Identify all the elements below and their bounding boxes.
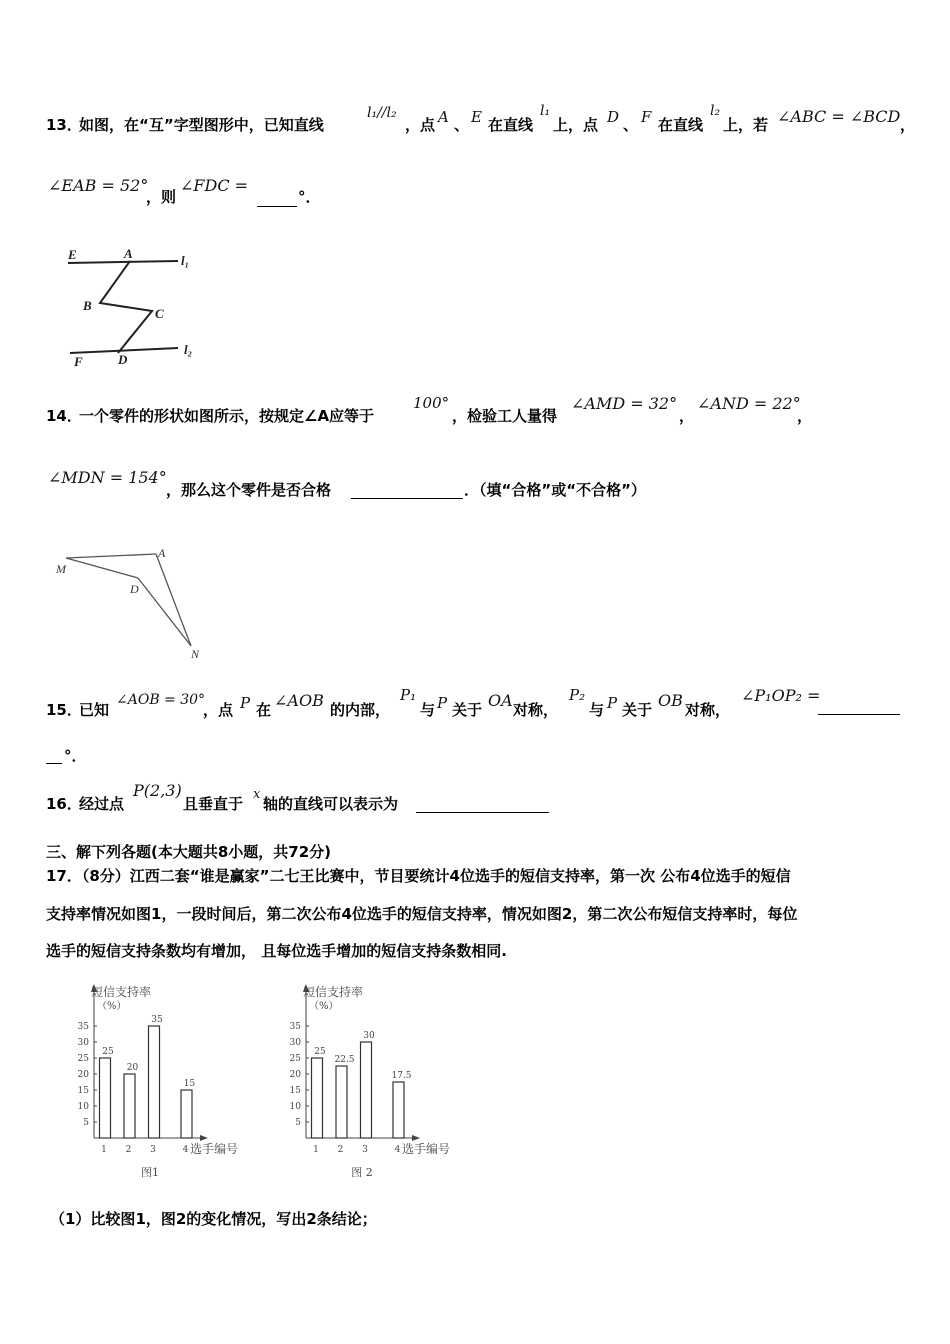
q14-answer-blank[interactable] bbox=[351, 498, 463, 499]
q15-answer-blank[interactable] bbox=[818, 714, 900, 715]
x-axis-arrow bbox=[412, 1135, 420, 1141]
label-l2: l₂ bbox=[184, 342, 193, 357]
x-tick-label: 1 bbox=[313, 1145, 319, 1155]
q13-text: 在直线 bbox=[658, 116, 704, 134]
label-a: A bbox=[158, 546, 166, 560]
bar bbox=[393, 1082, 404, 1138]
bar bbox=[312, 1058, 323, 1138]
chart-title: 图1 bbox=[141, 1166, 159, 1179]
x-tick-label: 2 bbox=[337, 1145, 344, 1155]
y-tick-label: 15 bbox=[289, 1086, 301, 1096]
q15-text: 已知 bbox=[79, 701, 110, 719]
q13-point-f: F bbox=[641, 108, 652, 126]
label-e: E bbox=[68, 247, 77, 262]
y-tick-label: 35 bbox=[289, 1022, 301, 1032]
x-tick-label: 1 bbox=[101, 1145, 107, 1155]
y-axis-label-unit: （%） bbox=[309, 1001, 339, 1012]
q13-text: 如图，在“互”字型图形中，已知直线 bbox=[79, 116, 324, 134]
data-label: 30 bbox=[363, 1031, 375, 1041]
q15-answer-blank-cont[interactable] bbox=[46, 763, 62, 764]
q14-angle-amd: ∠AMD = 32° bbox=[571, 394, 678, 413]
bar bbox=[124, 1074, 135, 1138]
q15-ray-oa: OA bbox=[488, 691, 513, 710]
label-l1: l₁ bbox=[181, 253, 190, 268]
label-f: F bbox=[74, 354, 83, 369]
q17-sub-question-1: （1）比较图1，图2的变化情况，写出2条结论； bbox=[50, 1210, 377, 1228]
data-label: 17.5 bbox=[391, 1071, 412, 1081]
q15-point-p1: P₁ bbox=[400, 686, 417, 704]
q13-text: ，点 bbox=[405, 116, 436, 134]
q15-text: ，点 bbox=[203, 701, 234, 719]
q15-point-p: P bbox=[437, 694, 448, 712]
y-tick-label: 25 bbox=[77, 1054, 89, 1064]
x-axis-arrow bbox=[200, 1135, 208, 1141]
q13-text: 、 bbox=[623, 116, 639, 134]
q14-number: 14． bbox=[46, 407, 82, 425]
label-d: D bbox=[130, 582, 139, 596]
q14-required-angle: 100° bbox=[413, 394, 450, 412]
q15-text: 关于 bbox=[452, 701, 483, 719]
q15-number: 15． bbox=[46, 701, 82, 719]
bar bbox=[361, 1042, 372, 1138]
bar bbox=[149, 1026, 160, 1138]
q16-answer-blank[interactable] bbox=[416, 812, 549, 813]
q13-text: ，则 bbox=[146, 188, 177, 206]
q17-line: 选手的短信支持条数均有增加， 且每位选手增加的短信支持条数相同. bbox=[46, 942, 507, 960]
label-b: B bbox=[83, 298, 92, 313]
data-label: 15 bbox=[183, 1079, 196, 1089]
y-axis-label: 短信支持率 bbox=[91, 985, 152, 999]
q13-point-e: E bbox=[471, 108, 482, 126]
bar bbox=[336, 1066, 347, 1138]
q15-text: 对称， bbox=[513, 701, 559, 719]
q16-point: P(2,3) bbox=[133, 781, 182, 800]
q17-line: 17．（8分）江西二套“谁是赢家”二七王比赛中，节目要统计4位选手的短信支持率，第一次 公布4位选手的短信 bbox=[46, 867, 791, 885]
x-tick-label: 2 bbox=[125, 1145, 132, 1155]
x-tick-label: 3 bbox=[362, 1145, 368, 1155]
q14-text: ， bbox=[797, 407, 813, 425]
q13-line1: l₁ bbox=[540, 103, 551, 119]
q13-parallel: l₁//l₂ bbox=[367, 105, 397, 121]
label-a: A bbox=[124, 246, 133, 261]
q15-text: 关于 bbox=[622, 701, 653, 719]
q13-condition: ∠ABC = ∠BCD bbox=[777, 107, 901, 126]
y-tick-label: 30 bbox=[289, 1038, 301, 1048]
q13-point-a: A bbox=[438, 108, 449, 126]
q16-axis: x bbox=[253, 787, 261, 802]
label-d: D bbox=[118, 352, 128, 367]
q15-text: 对称， bbox=[685, 701, 731, 719]
q16-text: 轴的直线可以表示为 bbox=[263, 795, 399, 813]
q14-text: ， bbox=[679, 407, 695, 425]
q17-line: 支持率情况如图1，一段时间后，第二次公布4位选手的短信支持率，情况如图2，第二次公布短信支持率时，每位 bbox=[46, 905, 798, 923]
q13-text: 上，点 bbox=[553, 116, 599, 134]
y-tick-label: 35 bbox=[77, 1022, 89, 1032]
q15-text: 在 bbox=[256, 701, 272, 719]
q13-question: ∠FDC = bbox=[180, 176, 249, 195]
q13-condition: ∠EAB = 52° bbox=[48, 176, 149, 195]
q13-figure bbox=[60, 240, 210, 372]
bar-chart-2 bbox=[272, 978, 472, 1188]
q15-point-p: P bbox=[607, 694, 618, 712]
x-tick-label: 3 bbox=[150, 1145, 156, 1155]
q13-text: 、 bbox=[454, 116, 470, 134]
y-tick-label: 15 bbox=[77, 1086, 89, 1096]
q13-point-d: D bbox=[607, 108, 620, 126]
q16-number: 16． bbox=[46, 795, 82, 813]
label-m: M bbox=[56, 562, 66, 576]
line-l1 bbox=[68, 261, 178, 263]
q14-angle-mdn: ∠MDN = 154° bbox=[48, 468, 167, 487]
q13-line2: l₂ bbox=[710, 103, 721, 119]
label-c: C bbox=[155, 306, 164, 321]
q15-question: ∠P₁OP₂ = bbox=[741, 686, 821, 705]
y-tick-label: 5 bbox=[83, 1118, 89, 1128]
q15-text: 与 bbox=[589, 701, 605, 719]
y-tick-label: 30 bbox=[77, 1038, 89, 1048]
q15-angle-aob: ∠AOB bbox=[274, 691, 324, 710]
y-axis-label: 短信支持率 bbox=[303, 985, 364, 999]
q14-figure bbox=[52, 544, 212, 666]
data-label: 25 bbox=[314, 1047, 326, 1057]
bar-chart-1 bbox=[60, 978, 260, 1188]
q15-angle-aob: ∠AOB = 30° bbox=[116, 692, 206, 708]
section-3-title: 三、解下列各题(本大题共8小题，共72分) bbox=[46, 843, 332, 861]
q13-text: ， bbox=[900, 116, 916, 134]
y-tick-label: 20 bbox=[289, 1070, 301, 1080]
y-tick-label: 10 bbox=[289, 1102, 301, 1112]
q13-number: 13． bbox=[46, 116, 82, 134]
bar bbox=[100, 1058, 111, 1138]
q13-text: °． bbox=[298, 188, 321, 206]
q15-point-p: P bbox=[240, 694, 251, 712]
q14-text: ，检验工人量得 bbox=[452, 407, 558, 425]
q14-text: ．（填“合格”或“不合格”） bbox=[464, 481, 646, 499]
bar bbox=[181, 1090, 192, 1138]
data-label: 35 bbox=[151, 1015, 163, 1025]
y-tick-label: 25 bbox=[289, 1054, 301, 1064]
q13-answer-blank[interactable] bbox=[257, 206, 297, 207]
data-label: 25 bbox=[102, 1047, 114, 1057]
q14-text: 一个零件的形状如图所示，按规定∠A应等于 bbox=[79, 407, 375, 425]
q15-text: 与 bbox=[420, 701, 436, 719]
q13-text: 上，若 bbox=[723, 116, 769, 134]
x-tick-label: 4 bbox=[182, 1145, 189, 1155]
q14-text: ，那么这个零件是否合格 bbox=[166, 481, 332, 499]
chart-title: 图 2 bbox=[351, 1166, 373, 1179]
q15-text: 的内部， bbox=[330, 701, 391, 719]
x-axis-label: 选手编号 bbox=[401, 1142, 451, 1156]
x-tick-label: 4 bbox=[394, 1145, 401, 1155]
data-label: 20 bbox=[126, 1063, 139, 1073]
q16-text: 经过点 bbox=[79, 795, 125, 813]
y-tick-label: 5 bbox=[295, 1118, 301, 1128]
zigzag bbox=[100, 261, 152, 353]
q15-point-p2: P₂ bbox=[569, 686, 586, 704]
y-tick-label: 10 bbox=[77, 1102, 89, 1112]
data-label: 22.5 bbox=[334, 1055, 355, 1065]
label-n: N bbox=[191, 647, 200, 661]
y-axis-label-unit: （%） bbox=[97, 1001, 127, 1012]
x-axis-label: 选手编号 bbox=[189, 1142, 239, 1156]
q14-angle-and: ∠AND = 22° bbox=[697, 394, 801, 413]
y-tick-label: 20 bbox=[77, 1070, 89, 1080]
q15-ray-ob: OB bbox=[658, 691, 683, 710]
q13-text: 在直线 bbox=[488, 116, 534, 134]
q15-text: °． bbox=[64, 747, 87, 765]
q16-text: 且垂直于 bbox=[183, 795, 244, 813]
